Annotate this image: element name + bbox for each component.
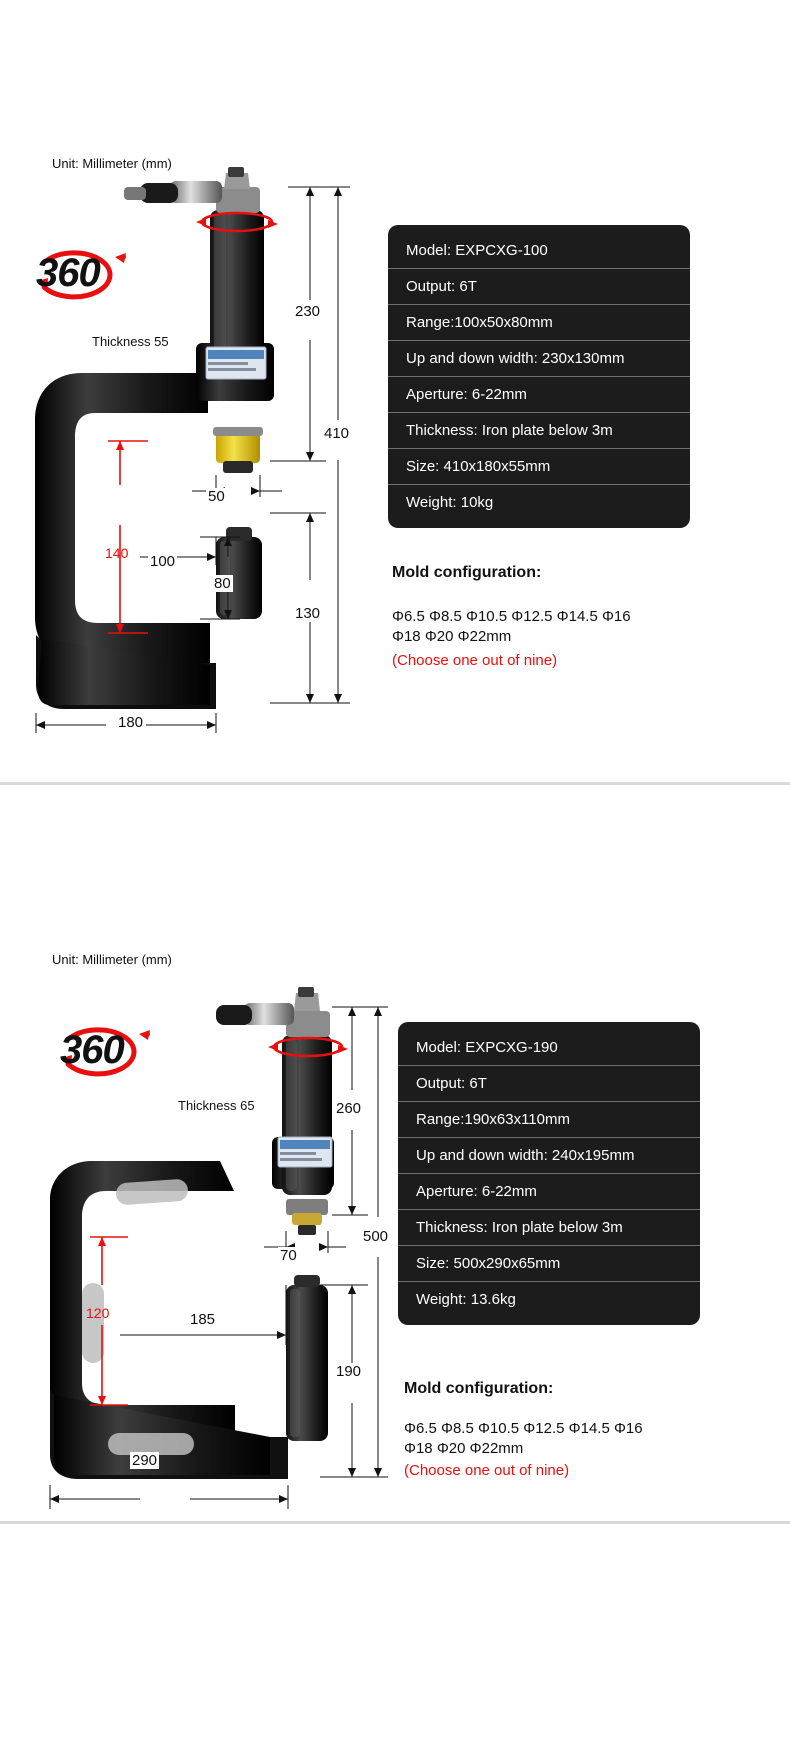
spec-row-thickness: Thickness: Iron plate below 3m xyxy=(398,1210,700,1246)
spec-row-model: Model: EXPCXG-100 xyxy=(388,233,690,269)
mold-config-note-2: (Choose one out of nine) xyxy=(404,1462,570,1479)
spec-row-output: Output: 6T xyxy=(398,1066,700,1102)
spec-card-190 xyxy=(398,1022,700,1325)
thickness-label-2: Thickness 65 xyxy=(178,1098,255,1113)
dim-260: 260 xyxy=(336,1100,362,1117)
badge-degree-1: ° xyxy=(120,251,127,270)
badge-number-1: 360 xyxy=(36,251,100,295)
mold-config-note-1: (Choose one out of nine) xyxy=(392,652,558,669)
dim-180: 180 xyxy=(118,714,144,731)
dim-410: 410 xyxy=(324,425,350,442)
mold-config-line1-1: Φ6.5 Φ8.5 Φ10.5 Φ12.5 Φ14.5 Φ16 xyxy=(392,608,631,625)
spec-row-range: Range:100x50x80mm xyxy=(388,305,690,341)
dim-500: 500 xyxy=(363,1228,389,1245)
dim-140: 140 xyxy=(105,545,129,561)
spec-row-weight: Weight: 10kg xyxy=(406,494,494,511)
spec-row-updown-width: Up and down width: 240x195mm xyxy=(398,1138,700,1174)
dim-70: 70 xyxy=(280,1247,297,1264)
thickness-label-1: Thickness 55 xyxy=(92,334,169,349)
mold-config-line2-1: Φ18 Φ20 Φ22mm xyxy=(392,628,512,645)
rotation-360-badge-2 xyxy=(52,1022,172,1092)
dim-100: 100 xyxy=(150,553,176,570)
section-divider-1 xyxy=(0,782,790,785)
section-divider-2 xyxy=(0,1521,790,1524)
badge-number-2: 360 xyxy=(60,1028,124,1072)
mold-config-line2-2: Φ18 Φ20 Φ22mm xyxy=(404,1440,524,1457)
dim-185: 185 xyxy=(190,1311,216,1328)
rotation-360-badge-1 xyxy=(28,245,148,315)
spec-row-size: Size: 410x180x55mm xyxy=(388,449,690,485)
spec-card-100 xyxy=(388,225,690,528)
spec-row-size: Size: 500x290x65mm xyxy=(398,1246,700,1282)
unit-label-2: Unit: Millimeter (mm) xyxy=(52,952,172,967)
spec-row-model: Model: EXPCXG-190 xyxy=(398,1030,700,1066)
mold-config-title-1: Mold configuration: xyxy=(392,564,542,581)
mold-config-title-2: Mold configuration: xyxy=(404,1380,554,1397)
spec-row-updown-width: Up and down width: 230x130mm xyxy=(388,341,690,377)
dim-230: 230 xyxy=(295,303,321,320)
dim-190: 190 xyxy=(336,1363,362,1380)
dim-290: 290 xyxy=(132,1452,158,1469)
unit-label-1: Unit: Millimeter (mm) xyxy=(52,156,172,171)
spec-row-weight: Weight: 13.6kg xyxy=(416,1291,516,1308)
dim-80: 80 xyxy=(214,575,231,592)
dim-130: 130 xyxy=(295,605,321,622)
spec-row-thickness: Thickness: Iron plate below 3m xyxy=(388,413,690,449)
dim-50: 50 xyxy=(208,488,225,505)
spec-row-range: Range:190x63x110mm xyxy=(398,1102,700,1138)
dim-120: 120 xyxy=(86,1305,110,1321)
spec-row-aperture: Aperture: 6-22mm xyxy=(398,1174,700,1210)
spec-row-output: Output: 6T xyxy=(388,269,690,305)
spec-row-aperture: Aperture: 6-22mm xyxy=(388,377,690,413)
badge-degree-2: ° xyxy=(144,1028,151,1047)
mold-config-line1-2: Φ6.5 Φ8.5 Φ10.5 Φ12.5 Φ14.5 Φ16 xyxy=(404,1420,643,1437)
